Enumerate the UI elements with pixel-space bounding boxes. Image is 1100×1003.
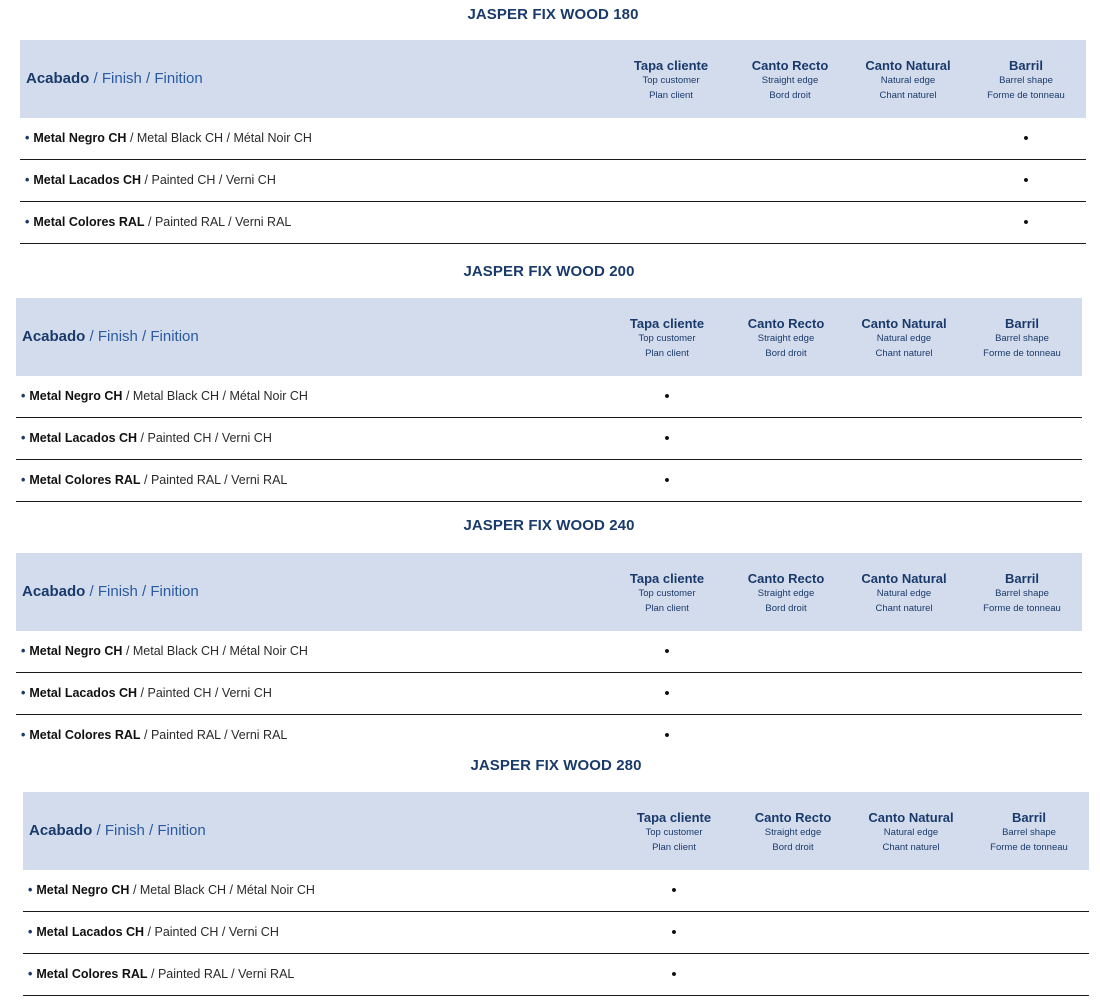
col-tapa-cliente: Tapa cliente Top customer Plan client bbox=[633, 58, 709, 101]
table-row bbox=[23, 912, 1089, 954]
availability-dot: • bbox=[664, 727, 670, 744]
row-label: • Metal Negro CH / Metal Black CH / Métal Noir CH bbox=[25, 131, 312, 145]
availability-dot: • bbox=[671, 882, 677, 899]
table-row bbox=[20, 202, 1086, 244]
row-label: • Metal Negro CH / Metal Black CH / Métal Noir CH bbox=[21, 389, 308, 403]
section-title: JASPER FIX WOOD 280 bbox=[470, 757, 642, 774]
col-barril: Barril Barrel shape Forme de tonneau bbox=[987, 58, 1065, 101]
col-canto-natural: Canto Natural Natural edge Chant naturel bbox=[868, 810, 954, 853]
row-label: • Metal Negro CH / Metal Black CH / Métal Noir CH bbox=[28, 883, 315, 897]
section-title: JASPER FIX WOOD 180 bbox=[467, 6, 639, 23]
col-canto-recto: Canto Recto Straight edge Bord droit bbox=[747, 571, 825, 614]
availability-dot: • bbox=[664, 685, 670, 702]
table-header bbox=[16, 298, 1082, 376]
row-label: • Metal Lacados CH / Painted CH / Verni CH bbox=[25, 173, 276, 187]
col-canto-natural: Canto Natural Natural edge Chant naturel bbox=[861, 316, 947, 359]
table-row bbox=[16, 715, 1082, 756]
availability-dot: • bbox=[671, 966, 677, 983]
table-row bbox=[16, 673, 1082, 715]
col-canto-recto: Canto Recto Straight edge Bord droit bbox=[754, 810, 832, 853]
table-header bbox=[16, 553, 1082, 631]
product-section-280 bbox=[23, 752, 1089, 997]
col-tapa-cliente: Tapa cliente Top customer Plan client bbox=[629, 571, 705, 614]
table-header bbox=[23, 792, 1089, 870]
col-barril: Barril Barrel shape Forme de tonneau bbox=[990, 810, 1068, 853]
availability-dot: • bbox=[664, 388, 670, 405]
table-row bbox=[20, 118, 1086, 160]
row-label: • Metal Colores RAL / Painted RAL / Verni RAL bbox=[28, 967, 295, 981]
col-tapa-cliente: Tapa cliente Top customer Plan client bbox=[629, 316, 705, 359]
col-canto-recto: Canto Recto Straight edge Bord droit bbox=[751, 58, 829, 101]
finish-column-header: Acabado / Finish / Finition bbox=[22, 328, 199, 345]
product-section-180 bbox=[20, 0, 1086, 245]
row-label: • Metal Lacados CH / Painted CH / Verni CH bbox=[28, 925, 279, 939]
table-row bbox=[23, 870, 1089, 912]
table-row bbox=[16, 631, 1082, 673]
finish-column-header: Acabado / Finish / Finition bbox=[22, 583, 199, 600]
table-row bbox=[20, 160, 1086, 202]
product-section-200 bbox=[16, 258, 1082, 503]
col-canto-natural: Canto Natural Natural edge Chant naturel bbox=[861, 571, 947, 614]
row-label: • Metal Negro CH / Metal Black CH / Métal Noir CH bbox=[21, 644, 308, 658]
row-label: • Metal Lacados CH / Painted CH / Verni CH bbox=[21, 686, 272, 700]
section-title: JASPER FIX WOOD 200 bbox=[463, 263, 635, 280]
finish-column-header: Acabado / Finish / Finition bbox=[26, 70, 203, 87]
col-canto-recto: Canto Recto Straight edge Bord droit bbox=[747, 316, 825, 359]
availability-dot: • bbox=[1023, 172, 1029, 189]
row-label: • Metal Colores RAL / Painted RAL / Verni RAL bbox=[25, 215, 292, 229]
col-canto-natural: Canto Natural Natural edge Chant naturel bbox=[865, 58, 951, 101]
finish-column-header: Acabado / Finish / Finition bbox=[29, 822, 206, 839]
availability-dot: • bbox=[671, 924, 677, 941]
table-row bbox=[23, 954, 1089, 996]
row-label: • Metal Colores RAL / Painted RAL / Verni RAL bbox=[21, 728, 288, 742]
col-barril: Barril Barrel shape Forme de tonneau bbox=[983, 316, 1061, 359]
availability-dot: • bbox=[664, 472, 670, 489]
product-section-240 bbox=[16, 512, 1082, 757]
availability-dot: • bbox=[664, 643, 670, 660]
availability-dot: • bbox=[664, 430, 670, 447]
row-label: • Metal Lacados CH / Painted CH / Verni CH bbox=[21, 431, 272, 445]
availability-dot: • bbox=[1023, 130, 1029, 147]
col-barril: Barril Barrel shape Forme de tonneau bbox=[983, 571, 1061, 614]
availability-dot: • bbox=[1023, 214, 1029, 231]
table-row bbox=[16, 418, 1082, 460]
col-tapa-cliente: Tapa cliente Top customer Plan client bbox=[636, 810, 712, 853]
section-title: JASPER FIX WOOD 240 bbox=[463, 517, 635, 534]
table-row bbox=[16, 460, 1082, 502]
table-row bbox=[16, 376, 1082, 418]
row-label: • Metal Colores RAL / Painted RAL / Verni RAL bbox=[21, 473, 288, 487]
table-header bbox=[20, 40, 1086, 118]
